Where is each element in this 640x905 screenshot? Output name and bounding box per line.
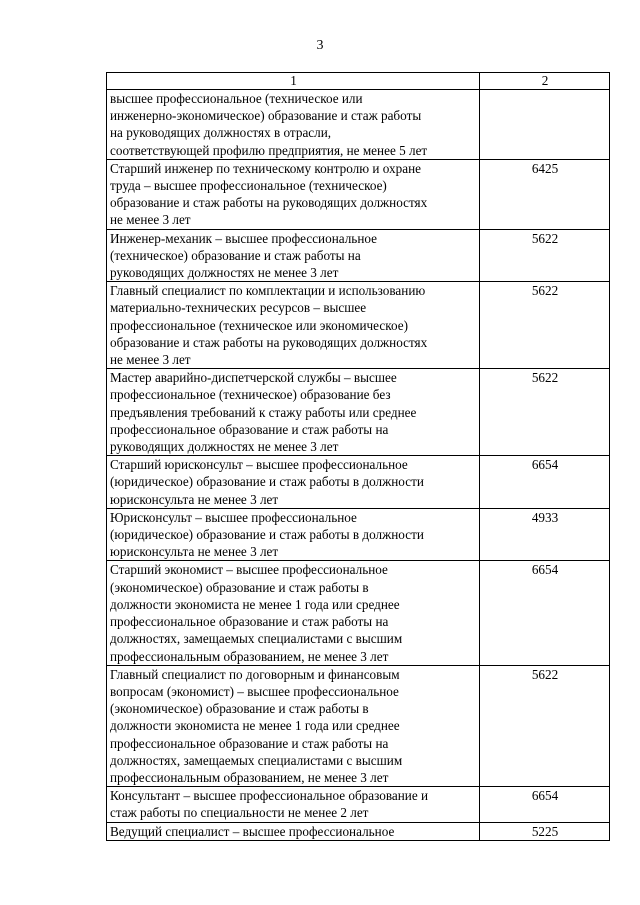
position-requirements-line: профессиональное (техническое или экономическое) bbox=[110, 317, 408, 333]
table-body bbox=[107, 90, 610, 841]
position-requirements-cell bbox=[107, 229, 480, 282]
position-requirements-line: соответствующей профилю предприятия, не менее 5 лет bbox=[110, 142, 428, 158]
position-requirements-line: (юридическое) образование и стаж работы в должности bbox=[110, 527, 424, 543]
table-row bbox=[107, 665, 610, 786]
position-requirements-line: образование и стаж работы на руководящих должностях bbox=[110, 195, 428, 211]
salary-value-cell: 5225 bbox=[480, 822, 610, 840]
position-requirements-line: образование и стаж работы на руководящих должностях bbox=[110, 334, 428, 350]
position-requirements-line: руководящих должностях не менее 3 лет bbox=[110, 265, 339, 281]
position-requirements-line: на руководящих должностях в отрасли, bbox=[110, 125, 332, 141]
table-row bbox=[107, 159, 610, 229]
table-row bbox=[107, 456, 610, 509]
position-requirements-line: Старший инженер по техническому контролю и охране bbox=[110, 160, 421, 176]
position-requirements-line: профессиональное (техническое) образование без bbox=[110, 387, 391, 403]
position-requirements-line: предъявления требований к стажу работы или среднее bbox=[110, 404, 417, 420]
position-requirements-cell bbox=[107, 787, 480, 822]
salary-value-cell: 6654 bbox=[480, 787, 610, 822]
table-row bbox=[107, 369, 610, 456]
position-requirements-cell bbox=[107, 822, 480, 840]
salary-value-cell bbox=[480, 90, 610, 160]
position-requirements-line: стаж работы по специальности не менее 2 лет bbox=[110, 805, 369, 821]
position-requirements-cell bbox=[107, 456, 480, 509]
position-requirements-line: юрисконсульта не менее 3 лет bbox=[110, 491, 279, 507]
position-requirements-line: труда – высшее профессиональное (техническое) bbox=[110, 178, 387, 194]
position-requirements-cell bbox=[107, 90, 480, 160]
position-requirements-line: Консультант – высшее профессиональное образование и bbox=[110, 788, 429, 804]
position-requirements-line: (экономическое) образование и стаж работы в bbox=[110, 579, 369, 595]
position-requirements-line: инженерно-экономическое) образование и стаж работы bbox=[110, 108, 422, 124]
position-requirements-line: Инженер-механик – высшее профессиональное bbox=[110, 230, 377, 246]
table-row bbox=[107, 229, 610, 282]
position-requirements-cell bbox=[107, 159, 480, 229]
position-requirements-line: (экономическое) образование и стаж работы в bbox=[110, 701, 369, 717]
salary-value-cell: 4933 bbox=[480, 508, 610, 561]
position-requirements-line: должностях, замещаемых специалистами с высшим bbox=[110, 631, 403, 647]
position-requirements-line: Главный специалист по договорным и финансовым bbox=[110, 666, 400, 682]
position-requirements-line: профессиональным образованием, не менее 3 лет bbox=[110, 769, 389, 785]
position-requirements-line: юрисконсульта не менее 3 лет bbox=[110, 544, 279, 560]
page-number: 3 bbox=[316, 38, 324, 53]
position-requirements-line: профессиональное образование и стаж работы на bbox=[110, 735, 389, 751]
position-requirements-cell bbox=[107, 369, 480, 456]
position-requirements-line: должности экономиста не менее 1 года или среднее bbox=[110, 596, 400, 612]
position-requirements-line: (юридическое) образование и стаж работы в должности bbox=[110, 474, 424, 490]
column-header-2: 2 bbox=[480, 73, 610, 90]
position-requirements-line: не менее 3 лет bbox=[110, 352, 191, 368]
position-requirements-line: профессиональным образованием, не менее 3 лет bbox=[110, 648, 389, 664]
salary-table bbox=[106, 72, 610, 841]
salary-value-cell: 5622 bbox=[480, 369, 610, 456]
salary-value-cell: 5622 bbox=[480, 229, 610, 282]
position-requirements-line: Главный специалист по комплектации и использованию bbox=[110, 283, 426, 299]
column-header-1: 1 bbox=[107, 73, 480, 90]
salary-value-cell: 5622 bbox=[480, 665, 610, 786]
position-requirements-line: Старший экономист – высшее профессиональное bbox=[110, 562, 388, 578]
table-row bbox=[107, 282, 610, 369]
position-requirements-line: не менее 3 лет bbox=[110, 212, 191, 228]
position-requirements-line: Юрисконсульт – высшее профессиональное bbox=[110, 509, 357, 525]
position-requirements-cell bbox=[107, 508, 480, 561]
salary-value-cell: 5622 bbox=[480, 282, 610, 369]
position-requirements-line: вопросам (экономист) – высшее профессиональное bbox=[110, 683, 399, 699]
position-requirements-cell bbox=[107, 282, 480, 369]
salary-value-cell: 6425 bbox=[480, 159, 610, 229]
salary-value-cell: 6654 bbox=[480, 561, 610, 665]
position-requirements-line: Ведущий специалист – высшее профессиональное bbox=[110, 823, 395, 839]
position-requirements-line: профессиональное образование и стаж работы на bbox=[110, 421, 389, 437]
table-row bbox=[107, 508, 610, 561]
position-requirements-line: должностях, замещаемых специалистами с высшим bbox=[110, 752, 403, 768]
position-requirements-cell bbox=[107, 561, 480, 665]
position-requirements-line: профессиональное образование и стаж работы на bbox=[110, 614, 389, 630]
position-requirements-line: руководящих должностях не менее 3 лет bbox=[110, 439, 339, 455]
position-requirements-line: Старший юрисконсульт – высшее профессиональное bbox=[110, 457, 408, 473]
position-requirements-line: (техническое) образование и стаж работы на bbox=[110, 247, 361, 263]
position-requirements-line: высшее профессиональное (техническое или bbox=[110, 91, 363, 106]
salary-value-cell: 6654 bbox=[480, 456, 610, 509]
position-requirements-line: материально-технических ресурсов – высшее bbox=[110, 300, 367, 316]
table-row bbox=[107, 787, 610, 822]
position-requirements-line: Мастер аварийно-диспетчерской службы – высшее bbox=[110, 370, 397, 386]
position-requirements-line: должности экономиста не менее 1 года или среднее bbox=[110, 718, 400, 734]
table-row bbox=[107, 822, 610, 840]
table-row bbox=[107, 90, 610, 160]
table-header-row bbox=[107, 73, 610, 90]
position-requirements-cell bbox=[107, 665, 480, 786]
table-row bbox=[107, 561, 610, 665]
